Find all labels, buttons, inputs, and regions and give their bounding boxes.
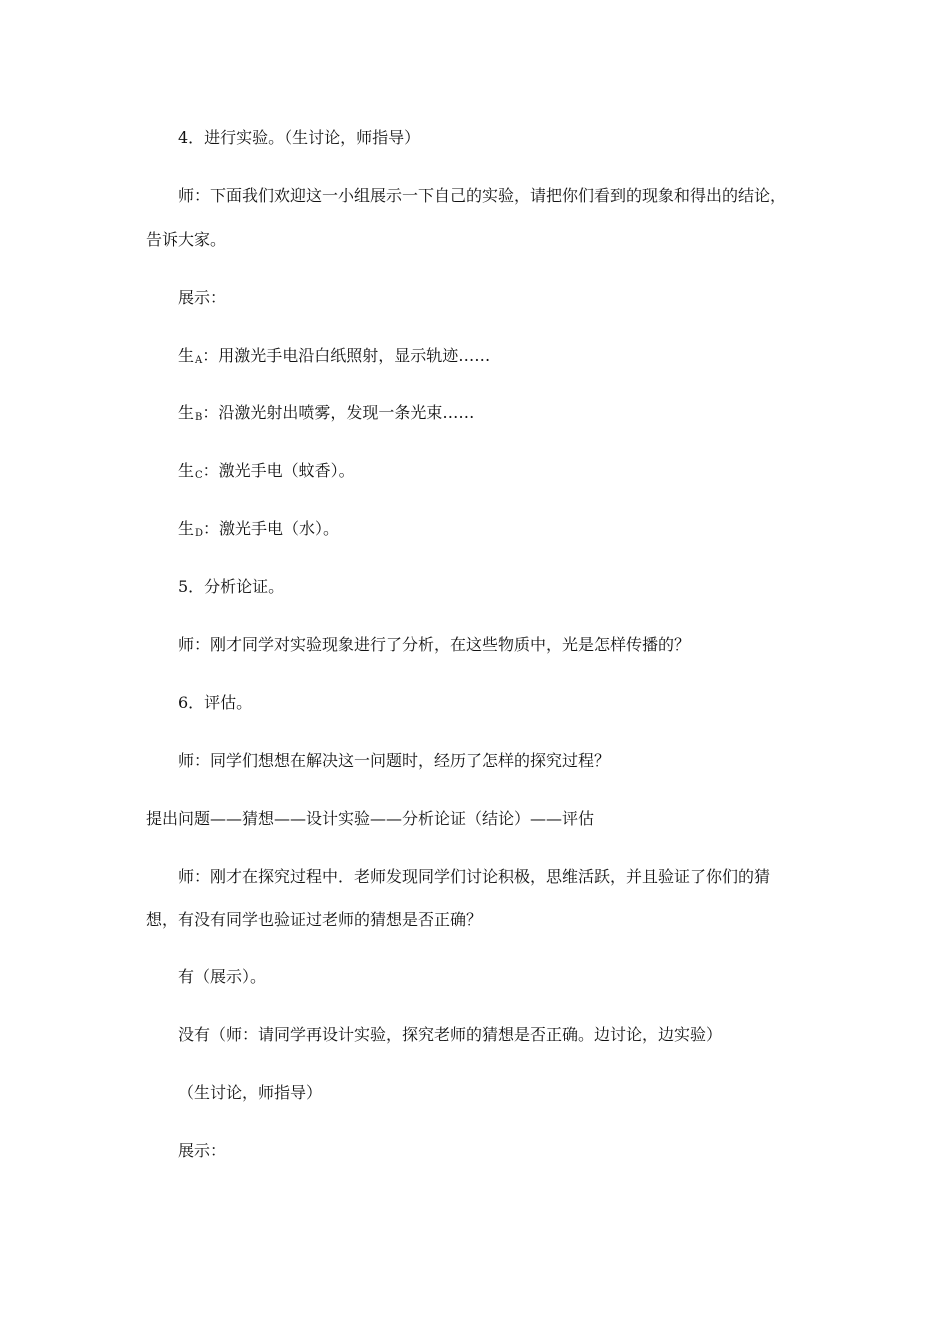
student-b-line (178, 403, 474, 428)
discussion-note: （生讨论，师指导） (178, 1083, 323, 1102)
answer-yes: 有（展示）。 (178, 967, 267, 986)
student-a-subscript: A (195, 355, 203, 366)
show-label-2: 展示： (178, 1141, 227, 1160)
student-b-text: ：沿激光射出喷雾，发现一条光束…… (202, 403, 475, 422)
teacher-paragraph-2: 师：刚才同学对实验现象进行了分析，在这些物质中，光是怎样传播的？ (178, 635, 691, 654)
student-a-line (178, 346, 490, 371)
student-a-prefix: 生 (178, 346, 195, 365)
student-b-prefix: 生 (178, 403, 195, 422)
student-c-prefix: 生 (178, 461, 195, 480)
student-c-text: ：激光手电（蚊香）。 (202, 461, 355, 480)
step-5-heading: 5．分析论证。 (178, 577, 285, 596)
teacher-paragraph-3: 师：同学们想想在解决这一问题时，经历了怎样的探究过程？ (178, 751, 611, 770)
student-b-subscript: B (195, 412, 203, 423)
student-c-subscript: C (195, 470, 203, 481)
student-c-line (178, 461, 355, 486)
student-d-subscript: D (195, 528, 204, 539)
step-6-heading: 6．评估。 (178, 693, 253, 712)
teacher-paragraph-4-line-2: 想，有没有同学也验证过老师的猜想是否正确？ (146, 910, 483, 929)
student-a-text: ：用激光手电沿白纸照射，显示轨迹…… (202, 346, 491, 365)
process-summary: 提出问题——猜想——设计实验——分析论证（结论）——评估 (146, 809, 595, 828)
teacher-paragraph-1-line-1: 师：下面我们欢迎这一小组展示一下自己的实验，请把你们看到的现象和得出的结论， (178, 186, 787, 205)
student-d-prefix: 生 (178, 519, 195, 538)
teacher-paragraph-1-line-2: 告诉大家。 (146, 230, 227, 249)
student-d-line (178, 519, 339, 544)
show-label-1: 展示： (178, 288, 227, 307)
step-4-heading: 4．进行实验。（生讨论，师指导） (178, 128, 421, 147)
teacher-paragraph-4-line-1: 师：刚才在探究过程中．老师发现同学们讨论积极，思维活跃，并且验证了你们的猜 (178, 867, 771, 886)
answer-no: 没有（师：请同学再设计实验，探究老师的猜想是否正确。边讨论，边实验） (178, 1025, 723, 1044)
student-d-text: ：激光手电（水）。 (203, 519, 340, 538)
